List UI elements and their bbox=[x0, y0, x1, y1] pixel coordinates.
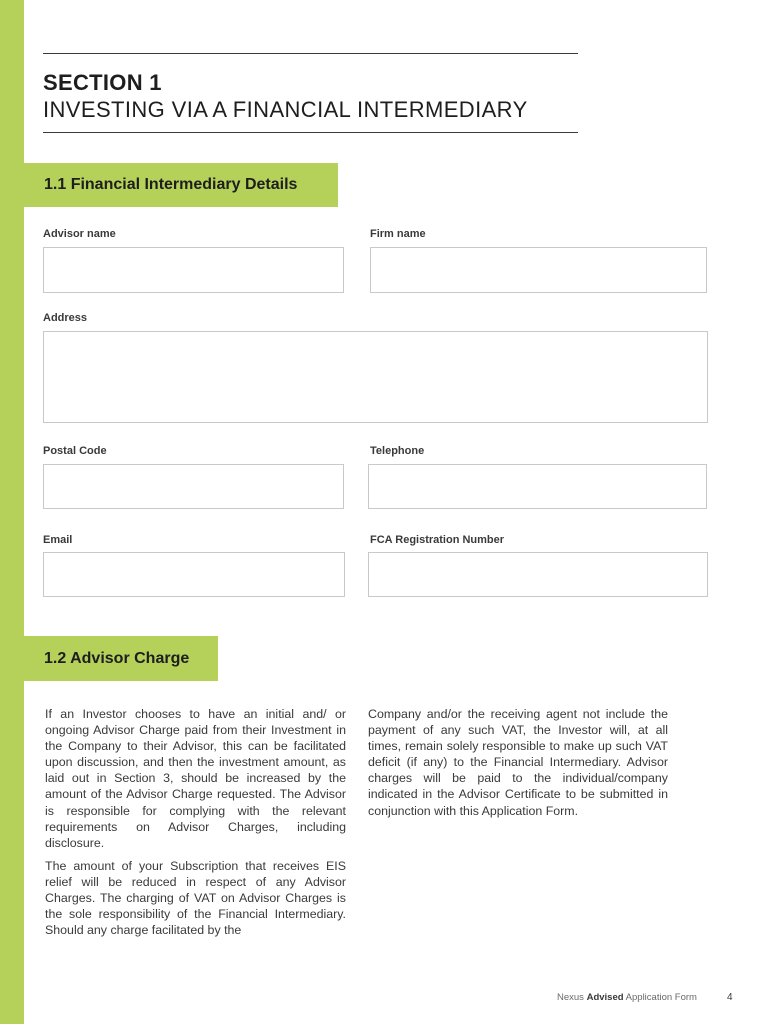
advisor-charge-paragraph: If an Investor chooses to have an initial and/ or ongoing Advisor Charge paid from their Investment in the Company to their Advisor, this can be facilitated upon discussion, and then the investment amount, as laid out in Section 3, should be increased by the amount of the Advisor Charge requested. The Advisor is responsible for complying with the relevant requirements on Advisor Charges, including disclosure. bbox=[45, 707, 346, 850]
advisor-charge-left-column bbox=[45, 706, 346, 945]
advisor-charge-paragraph: The amount of your Subscription that receives EIS relief will be reduced in respect of any Advisor Charges. The charging of VAT on Advisor Charges is the sole responsibility of the Financial Intermediary. Should any charge facilitated by the bbox=[45, 858, 346, 938]
advisor-name-label: Advisor name bbox=[43, 228, 116, 240]
telephone-field[interactable] bbox=[368, 464, 707, 509]
advisor-charge-paragraph: Company and/or the receiving agent not include the payment of any such VAT, the Investor will, at all times, remain solely responsible to make up such VAT deficit (if any) to the Financial Intermediary. Advisor charges will be paid to the individual/company indicated in the Advisor Certificate to be submitted in conjunction with this Application Form. bbox=[368, 707, 668, 818]
fca-registration-field[interactable] bbox=[368, 552, 708, 597]
footer-brand-bold: Advised bbox=[586, 992, 624, 1003]
firm-name-label: Firm name bbox=[370, 228, 426, 240]
email-label: Email bbox=[43, 534, 73, 546]
bottom-divider bbox=[43, 132, 578, 133]
telephone-label: Telephone bbox=[370, 445, 425, 457]
subsection-title: 1.1 Financial Intermediary Details bbox=[44, 176, 298, 193]
subsection-header-intermediary-details bbox=[24, 163, 338, 207]
address-label: Address bbox=[43, 312, 88, 324]
section-title: INVESTING VIA A FINANCIAL INTERMEDIARY bbox=[43, 97, 528, 122]
page-footer bbox=[557, 992, 697, 1003]
email-field[interactable] bbox=[43, 552, 345, 597]
top-divider bbox=[43, 53, 578, 54]
section-number: SECTION 1 bbox=[43, 70, 162, 95]
postal-code-label: Postal Code bbox=[43, 445, 107, 457]
address-field[interactable] bbox=[43, 331, 708, 423]
accent-side-bar bbox=[0, 0, 24, 1024]
postal-code-field[interactable] bbox=[43, 464, 344, 509]
fca-registration-label: FCA Registration Number bbox=[370, 534, 505, 546]
subsection-header-advisor-charge bbox=[24, 636, 218, 681]
subsection-title: 1.2 Advisor Charge bbox=[44, 649, 190, 667]
advisor-name-field[interactable] bbox=[43, 247, 344, 293]
page-number: 4 bbox=[727, 992, 733, 1003]
footer-brand-prefix: Nexus bbox=[557, 992, 584, 1003]
firm-name-field[interactable] bbox=[370, 247, 707, 293]
footer-doc-name: Application Form bbox=[625, 992, 697, 1003]
advisor-charge-right-column bbox=[368, 706, 668, 826]
